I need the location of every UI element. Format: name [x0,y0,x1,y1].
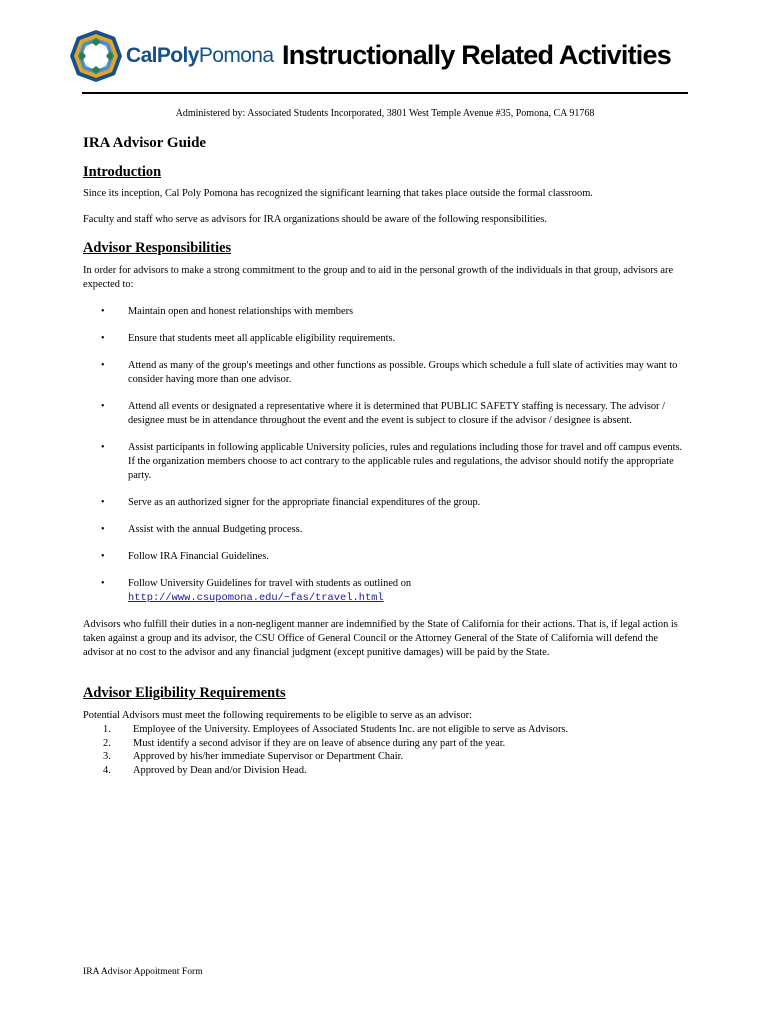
list-item: • Maintain open and honest relationships with members [101,306,354,317]
intro-paragraph-2: Faculty and staff who serve as advisors for IRA organizations should be aware of the following responsibilities. [83,214,547,225]
header-divider [82,92,688,94]
intro-paragraph-1: Since its inception, Cal Poly Pomona has recognized the significant learning that takes place outside the formal classroom. [83,188,593,199]
responsibilities-lead: In order for advisors to make a strong commitment to the group and to aid in the personal growth of the individuals in that group, advisors are expected to: [83,265,674,290]
list-item: 4. Approved by Dean and/or Division Head. [103,764,307,776]
eligibility-list [83,723,689,777]
bullet-icon: • [101,524,105,535]
eligibility-heading: Advisor Eligibility Requirements [83,685,286,701]
administered-by-line: Administered by: Associated Students Incorporated, 3801 West Temple Avenue #35, Pomona, CA 91768 [175,108,595,119]
eligibility-lead: Potential Advisors must meet the following requirements to be eligible to serve as an advisor: [83,710,472,721]
bullet-icon: • [101,333,105,344]
list-item: • Serve as an authorized signer for the appropriate financial expenditures of the group. [101,497,481,508]
list-item: • Attend as many of the group's meetings and other functions as possible. Groups which schedule a full slate of activities may want to consider having more than one advisor. [101,360,678,385]
bullet-icon: • [101,497,105,508]
bullet-icon: • [101,442,105,453]
travel-guidelines-link[interactable]: http://www.csupomona.edu/~fas/travel.html [128,592,384,604]
guide-title: IRA Advisor Guide [83,135,207,151]
introduction-heading: Introduction [83,164,162,180]
page-title: Instructionally Related Activities [282,40,671,70]
responsibilities-list [83,305,689,605]
indemnification-paragraph: Advisors who fulfill their duties in a non-negligent manner are indemnified by the State of California for their actions. That is, if legal action is taken against a group and its advisor, the CSU Office of General Council or the Attorney General of the State of California will defend the advisor at no cost to the advisor and any financial judgment (except punitive damages) will be paid by the State. [83,619,678,658]
list-item: 2. Must identify a second advisor if they are on leave of absence during any part of the year. [103,737,506,749]
list-item: • Ensure that students meet all applicable eligibility requirements. [101,333,396,344]
list-item: • Attend all events or designated a representative where it is determined that PUBLIC SAFETY staffing is necessary. The advisor / designee must be in attendance throughout the event and the event is subject to closure if the advisor / designee is absent. [101,401,665,426]
bullet-icon: • [101,360,105,371]
list-item: 1. Employee of the University. Employees of Associated Students Inc. are not eligible to serve as Advisors. [103,724,569,735]
list-item: • Follow IRA Financial Guidelines. [101,551,269,562]
page-footer: IRA Advisor Appoitment Form [83,966,203,977]
list-item: 3. Approved by his/her immediate Supervisor or Department Chair. [103,751,404,762]
responsibilities-heading: Advisor Responsibilities [83,240,232,256]
bullet-icon: • [101,578,105,589]
document-body [83,133,689,777]
cal-poly-pomona-logo-icon [68,28,124,84]
list-item: • Follow University Guidelines for travel with students as outlined on http://www.csupomona.edu/~fas/travel.html [101,578,412,604]
logo-wordmark: CalPolyPomona [126,44,274,67]
bullet-icon: • [101,401,105,412]
bullet-icon: • [101,551,105,562]
bullet-icon: • [101,306,105,317]
list-item: • Assist participants in following applicable University policies, rules and regulations including those for travel and off campus events. If the organization members choose to act contrary to the applicable rules and regulations, the advisor should notify the appropriate party. [101,442,683,481]
list-item: • Assist with the annual Budgeting process. [101,524,303,535]
